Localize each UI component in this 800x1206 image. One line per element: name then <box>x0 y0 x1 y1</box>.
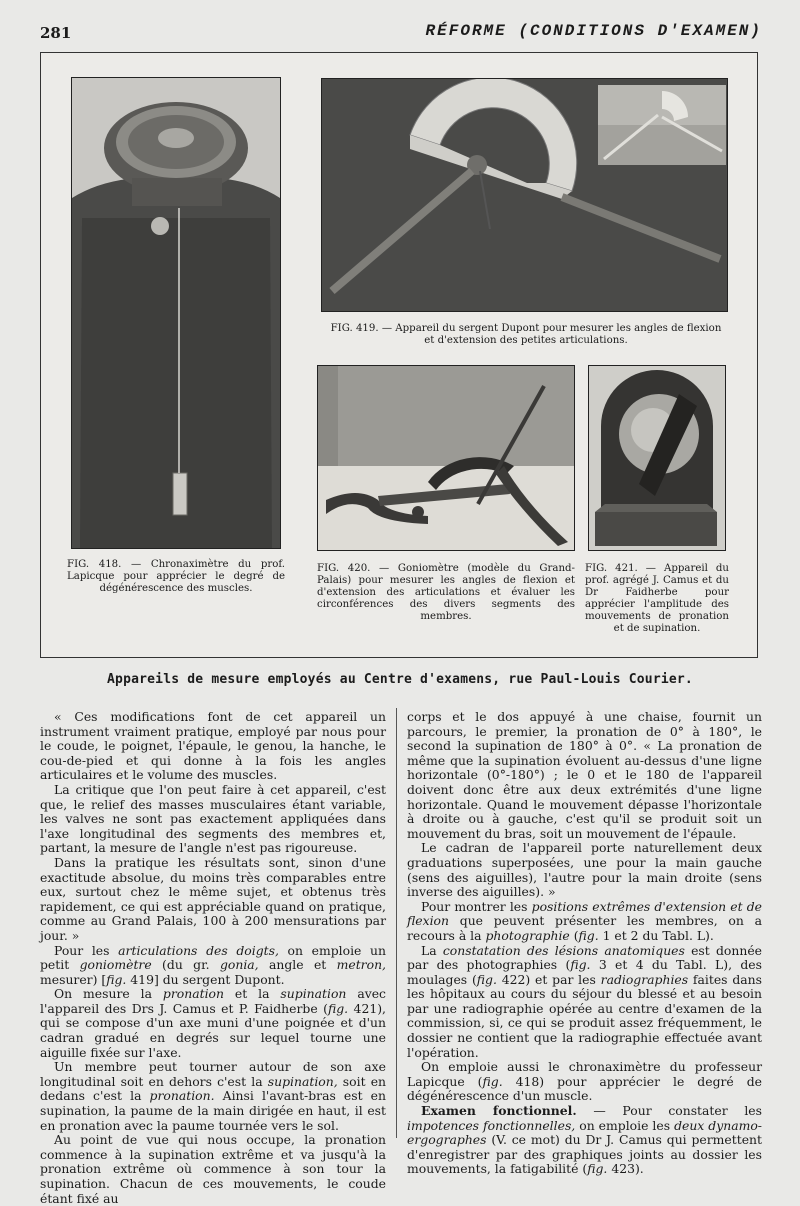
paragraph <box>407 944 762 1061</box>
italic-text: fig. <box>578 927 599 943</box>
pronation-supination-device-illustration <box>589 366 725 550</box>
figure-421-image <box>588 365 726 551</box>
figure-420-image <box>317 365 575 551</box>
text-run: (V. ce mot) du Dr J. Camus qui permettent d'enregistrer par des graphiques joints au dossier les mouvements, la fatigabilité ( <box>407 1132 762 1177</box>
text-run: Dans la pratique les résultats sont, sinon d'une exactitude absolue, du moins très comparables entre eux, surtout chez le même sujet, et obtenus très rapidement, ce qui est appréciable quand on pratique, comme au Grand Palais, 100 à 200 mensurations par jour. » <box>40 854 386 943</box>
text-run: mesurer) [ <box>40 971 107 987</box>
text-run: on emploie un petit <box>40 942 386 973</box>
paragraph <box>40 783 386 856</box>
text-run: Le cadran de l'appareil porte naturellement deux graduations superposées, une pour la main gauche (sens des aiguilles), l'autre pour la main droite (sens inverse des aiguilles). » <box>407 840 762 900</box>
paragraph <box>407 841 762 899</box>
text-run: 421), qui se compose d'un axe muni d'une poignée et d'un cadran gradué en degrés sur lequel tourne une aiguille fixée sur l'axe. <box>40 1000 386 1060</box>
italic-text: fig. <box>327 1000 349 1016</box>
text-run: 1 et 2 du Tabl. L). <box>598 927 714 943</box>
figure-419-caption: FIG. 419. — Appareil du sergent Dupont pour mesurer les angles de flexion et d'extension des petites articulations. <box>330 323 722 346</box>
left-column-text <box>40 710 386 1206</box>
italic-text: deux dynamo-ergographes <box>407 1117 762 1148</box>
text-run: Pour les <box>54 942 119 958</box>
italic-text: supination, <box>267 1073 338 1089</box>
text-run: que peuvent présenter les membres, on a recours à la <box>407 913 762 943</box>
italic-text: impotences fonctionnelles, <box>407 1117 576 1133</box>
italic-text: supination <box>280 986 347 1002</box>
paragraph <box>407 710 762 841</box>
bold-text: Examen fonctionnel. <box>421 1103 577 1119</box>
goniometer-dupont-illustration <box>322 79 727 311</box>
paragraph <box>40 856 386 944</box>
figure-420-caption: FIG. 420. — Goniomètre (modèle du Grand-Palais) pour mesurer les angles de flexion et d'extension des articulations et évaluer les circonférences des divers segments des membres. <box>317 563 575 622</box>
text-run: Au point de vue qui nous occupe, la pronation commence à la supination extrême et va jusqu'à la pronation extrême où commence à son tour la supination. Chacun de ces mouvements, le coude étant fixé au <box>40 1132 386 1206</box>
paragraph <box>40 944 386 988</box>
text-run: Ainsi l'avant-bras est en supination, la paume de la main dirigée en haut, il est en pronation avec la paume tournée vers le sol. <box>40 1088 386 1133</box>
page-number: 281 <box>40 24 72 42</box>
text-run: soit en dedans c'est la <box>40 1073 387 1104</box>
italic-text: gonia, <box>219 957 259 973</box>
text-run: 419] du sergent Dupont. <box>126 971 285 987</box>
text-run: avec l'appareil des Drs J. Camus et P. Faidherbe ( <box>40 986 386 1016</box>
paragraph <box>40 710 386 783</box>
plate-title: Appareils de mesure employés au Centre d'examens, rue Paul-Louis Courier. <box>107 672 693 687</box>
paragraph <box>40 1133 386 1206</box>
text-run: Pour montrer les <box>421 898 532 914</box>
italic-text: fig. <box>476 971 497 987</box>
italic-text: articulations des doigts, <box>118 942 279 958</box>
text-run: angle et <box>258 957 337 973</box>
text-run: — Pour constater les <box>576 1103 762 1119</box>
chronaximeter-illustration <box>72 78 280 548</box>
text-run: 423). <box>607 1161 644 1177</box>
italic-text: fig. <box>570 957 591 973</box>
paragraph <box>407 900 762 944</box>
italic-text: pronation. <box>149 1088 215 1104</box>
text-run: corps et le dos appuyé à une chaise, fournit un parcours, le premier, la pronation de 0° à 180°, le second la supination de 180° à 0°. « La pronation de même que la supination évoluent au-dessus d'une ligne horizontale (0°-180°) ; le 0 et le 180 de l'appareil doivent donc être aux deux extrémités d'une ligne horizontale. Quand le mouvement dépasse l'horizontale à droite ou à gauche, c'est qu'il se produit soit un mouvement du bras, soit un mouvement de l'épaule. <box>407 709 762 841</box>
column-divider <box>396 708 397 1138</box>
paragraph <box>407 1104 762 1177</box>
italic-text: goniomètre <box>79 957 152 973</box>
text-run: Un membre peut tourner autour de son axe longitudinal soit en dehors c'est la <box>40 1059 386 1089</box>
text-run: La <box>421 942 443 958</box>
text-run: et la <box>224 986 281 1002</box>
figure-418-caption: FIG. 418. — Chronaximètre du prof. Lapicque pour apprécier le degré de dégénérescence des muscles. <box>67 559 285 594</box>
text-run: faites dans les hôpitaux au cours du séjour du blessé et au besoin par une radiographie opérée au centre d'examen de la commission, si, ce qui se produit assez fréquemment, le dossier ne contient que la radiographie effectuée avant l'opération. <box>407 971 762 1060</box>
text-run: est donnée par des photographies ( <box>407 942 762 973</box>
paragraph <box>407 1060 762 1104</box>
text-run: On emploie aussi le chronaximètre du professeur Lapicque ( <box>407 1059 762 1089</box>
text-run: 422) et par les <box>496 971 601 987</box>
figure-421-caption: FIG. 421. — Appareil du prof. agrégé J. Camus et du Dr Faidherbe pour apprécier l'amplitude des mouvements de pronation et de supination. <box>585 563 729 634</box>
italic-text: pronation <box>162 986 224 1002</box>
text-run: on emploie les <box>575 1117 675 1133</box>
italic-text: constatation des lésions anatomiques <box>442 942 685 958</box>
right-column-text <box>407 710 762 1177</box>
text-run: (du gr. <box>151 957 220 973</box>
goniometer-grand-palais-illustration <box>318 366 574 550</box>
italic-text: positions extrêmes d'extension et de flexion <box>407 898 762 929</box>
text-run: 418) pour apprécier le degré de dégénérescence d'un muscle. <box>407 1073 762 1104</box>
text-run: 3 et 4 du Tabl. L), des moulages ( <box>407 957 762 987</box>
figure-418-image <box>71 77 281 549</box>
figure-419-image <box>321 78 728 312</box>
paragraph <box>40 987 386 1060</box>
italic-text: fig. <box>587 1161 608 1177</box>
italic-text: fig. <box>482 1073 503 1089</box>
running-head: RÉFORME (CONDITIONS D'EXAMEN) <box>425 22 762 40</box>
figure-plate <box>40 52 758 658</box>
italic-text: photographie <box>485 927 570 943</box>
text-run: « Ces modifications font de cet appareil un instrument vraiment pratique, employé par nous pour le coude, le poignet, l'épaule, le genou, la hanche, le cou-de-pied et qui donne à la fois les angles articulaires et le volume des muscles. <box>40 709 386 783</box>
text-run: ( <box>569 927 579 943</box>
italic-text: radiographies <box>600 971 689 987</box>
italic-text: metron, <box>336 957 386 973</box>
paragraph <box>40 1060 386 1133</box>
italic-text: fig. <box>106 971 127 987</box>
text-run: On mesure la <box>54 986 163 1002</box>
text-run: La critique que l'on peut faire à cet appareil, c'est que, le relief des masses musculaires étant variable, les valves ne sont pas exactement appliquées dans l'axe longitudinal des segments des membres et, partant, la mesure de l'angle n'est pas rigoureuse. <box>40 781 386 856</box>
